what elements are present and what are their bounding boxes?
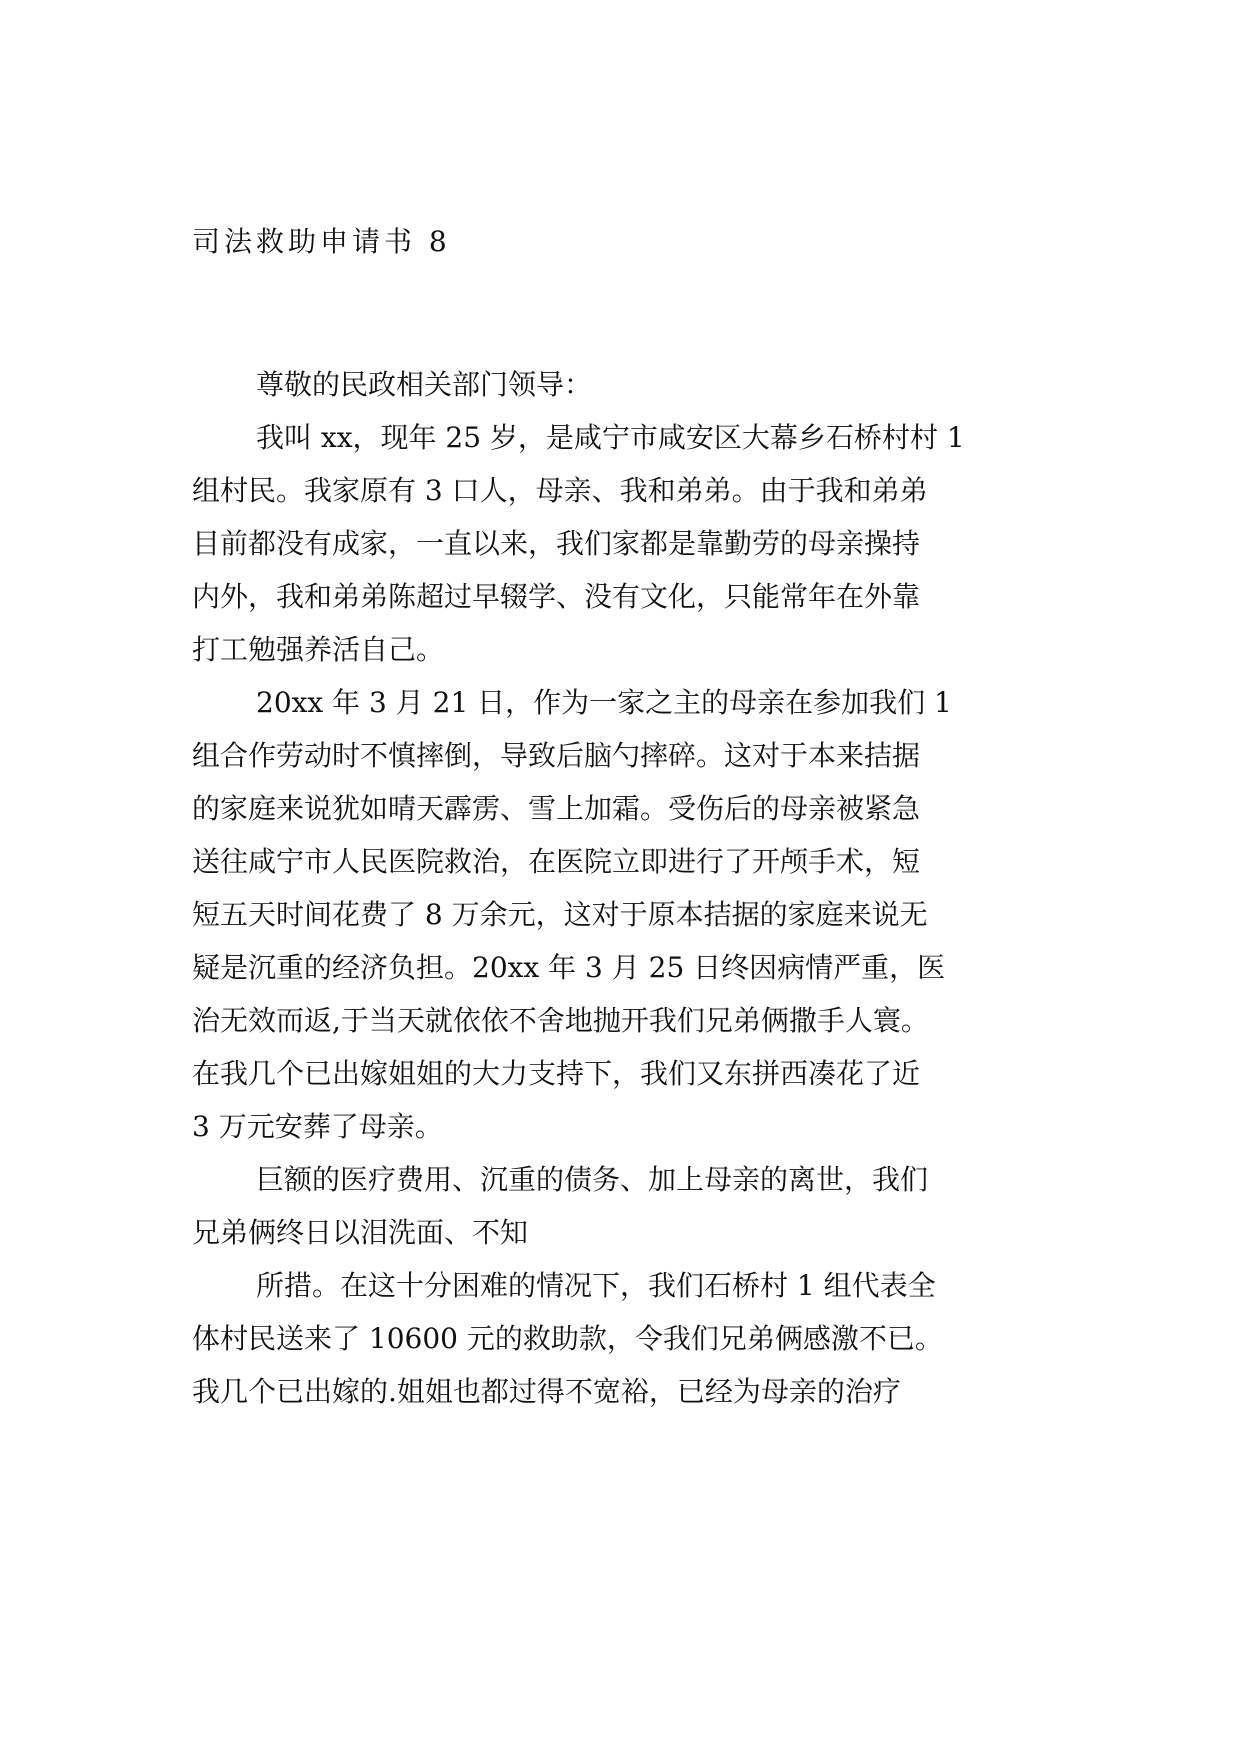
body-line: 的家庭来说犹如晴天霹雳、雪上加霜。受伤后的母亲被紧急 (192, 792, 921, 825)
body-line: 20xx 年 3 月 21 日，作为一家之主的母亲在参加我们 1 (256, 686, 952, 719)
document-title: 司法救助申请书 8 (192, 225, 451, 258)
salutation: 尊敬的民政相关部门领导： (256, 368, 593, 401)
body-line: 3 万元安葬了母亲。 (192, 1110, 443, 1143)
body-line: 我几个已出嫁的.姐姐也都过得不宽裕，已经为母亲的治疗 (192, 1375, 901, 1408)
body-line: 巨额的医疗费用、沉重的债务、加上母亲的离世，我们 (256, 1163, 929, 1196)
body-line: 短五天时间花费了 8 万余元，这对于原本拮据的家庭来说无 (192, 898, 928, 931)
body-line: 打工勉强养活自己。 (192, 633, 445, 666)
body-line: 体村民送来了 10600 元的救助款，令我们兄弟俩感激不已。 (192, 1322, 943, 1355)
body-line: 我叫 xx，现年 25 岁，是咸宁市咸安区大幕乡石桥村村 1 (256, 421, 965, 454)
body-line: 组村民。我家原有 3 口人，母亲、我和弟弟。由于我和弟弟 (192, 474, 928, 507)
body-line: 疑是沉重的经济负担。20xx 年 3 月 25 日终因病情严重，医 (192, 951, 946, 984)
body-line: 在我几个已出嫁姐姐的大力支持下，我们又东拼西凑花了近 (192, 1057, 921, 1090)
body-line: 所措。在这十分困难的情况下，我们石桥村 1 组代表全 (256, 1269, 936, 1302)
body-line: 组合作劳动时不慎摔倒，导致后脑勺摔碎。这对于本来拮据 (192, 739, 921, 772)
body-line: 兄弟俩终日以泪洗面、不知 (192, 1216, 529, 1249)
body-line: 送往咸宁市人民医院救治，在医院立即进行了开颅手术，短 (192, 845, 921, 878)
body-line: 治无效而返,于当天就依依不舍地抛开我们兄弟俩撒手人寰。 (192, 1004, 929, 1037)
body-line: 内外，我和弟弟陈超过早辍学、没有文化，只能常年在外靠 (192, 580, 921, 613)
body-line: 目前都没有成家，一直以来，我们家都是靠勤劳的母亲操持 (192, 527, 921, 560)
